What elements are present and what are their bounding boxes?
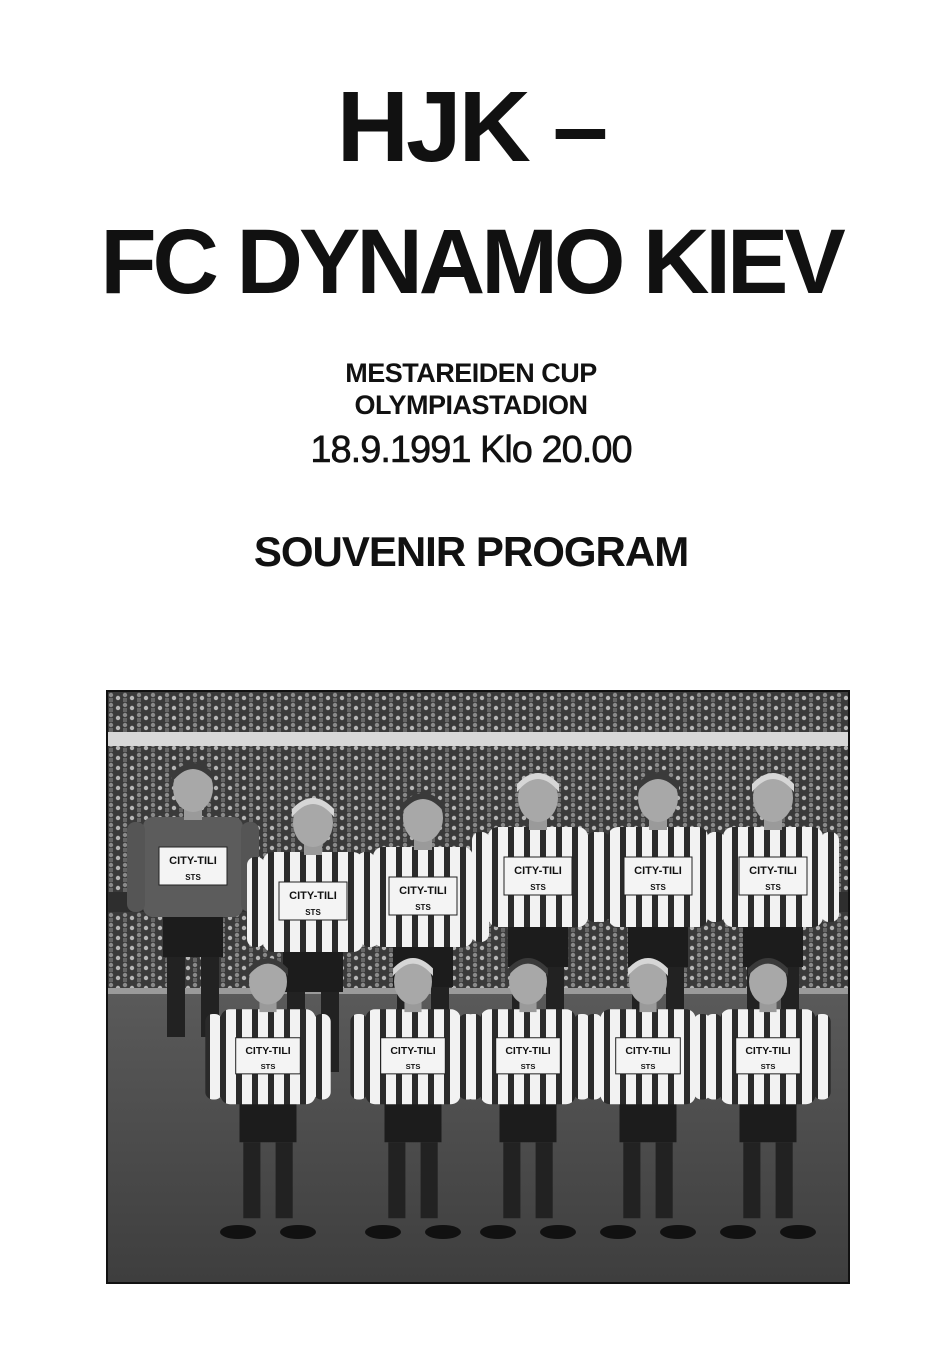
boot bbox=[280, 1225, 316, 1239]
sponsor-sub-text: STS bbox=[765, 883, 781, 892]
boot bbox=[780, 1225, 816, 1239]
sponsor-text: CITY-TILI bbox=[289, 890, 337, 902]
team-photo-illustration bbox=[108, 692, 848, 1282]
sponsor-text: CITY-TILI bbox=[505, 1045, 551, 1057]
sponsor-text: CITY-TILI bbox=[749, 865, 797, 877]
boot bbox=[220, 1225, 256, 1239]
boot bbox=[660, 1225, 696, 1239]
sponsor-sub-text: STS bbox=[760, 1062, 776, 1072]
stand-rail bbox=[108, 732, 848, 746]
sponsor-text: CITY-TILI bbox=[634, 865, 682, 877]
boot bbox=[720, 1225, 756, 1239]
competition-name: MESTAREIDEN CUP bbox=[345, 358, 597, 388]
sponsor-sub-text: STS bbox=[640, 1062, 656, 1072]
boot bbox=[425, 1225, 461, 1239]
title-line-1: HJK – bbox=[336, 71, 606, 183]
boot bbox=[600, 1225, 636, 1239]
sponsor-text: CITY-TILI bbox=[399, 885, 447, 897]
sponsor-sub-text: STS bbox=[415, 903, 431, 912]
sponsor-text: CITY-TILI bbox=[169, 855, 217, 867]
sponsor-sub-text: STS bbox=[650, 883, 666, 892]
venue-name: OLYMPIASTADION bbox=[354, 390, 588, 420]
sponsor-text: CITY-TILI bbox=[625, 1045, 671, 1057]
sponsor-text: CITY-TILI bbox=[245, 1045, 291, 1057]
team-photo bbox=[106, 690, 850, 1284]
sponsor-sub-text: STS bbox=[520, 1062, 536, 1072]
sponsor-text: CITY-TILI bbox=[390, 1045, 436, 1057]
title-line-2: FC DYNAMO KIEV bbox=[100, 211, 842, 313]
boot bbox=[540, 1225, 576, 1239]
sponsor-text: CITY-TILI bbox=[745, 1045, 791, 1057]
sponsor-sub-text: STS bbox=[260, 1062, 276, 1072]
match-datetime: 18.9.1991 Klo 20.00 bbox=[310, 429, 632, 471]
boot bbox=[480, 1225, 516, 1239]
sponsor-text: CITY-TILI bbox=[514, 865, 562, 877]
sponsor-sub-text: STS bbox=[405, 1062, 421, 1072]
sponsor-sub-text: STS bbox=[530, 883, 546, 892]
sponsor-sub-text: STS bbox=[185, 873, 201, 882]
souvenir-program-label: SOUVENIR PROGRAM bbox=[253, 528, 689, 575]
boot bbox=[365, 1225, 401, 1239]
sponsor-sub-text: STS bbox=[305, 908, 321, 917]
